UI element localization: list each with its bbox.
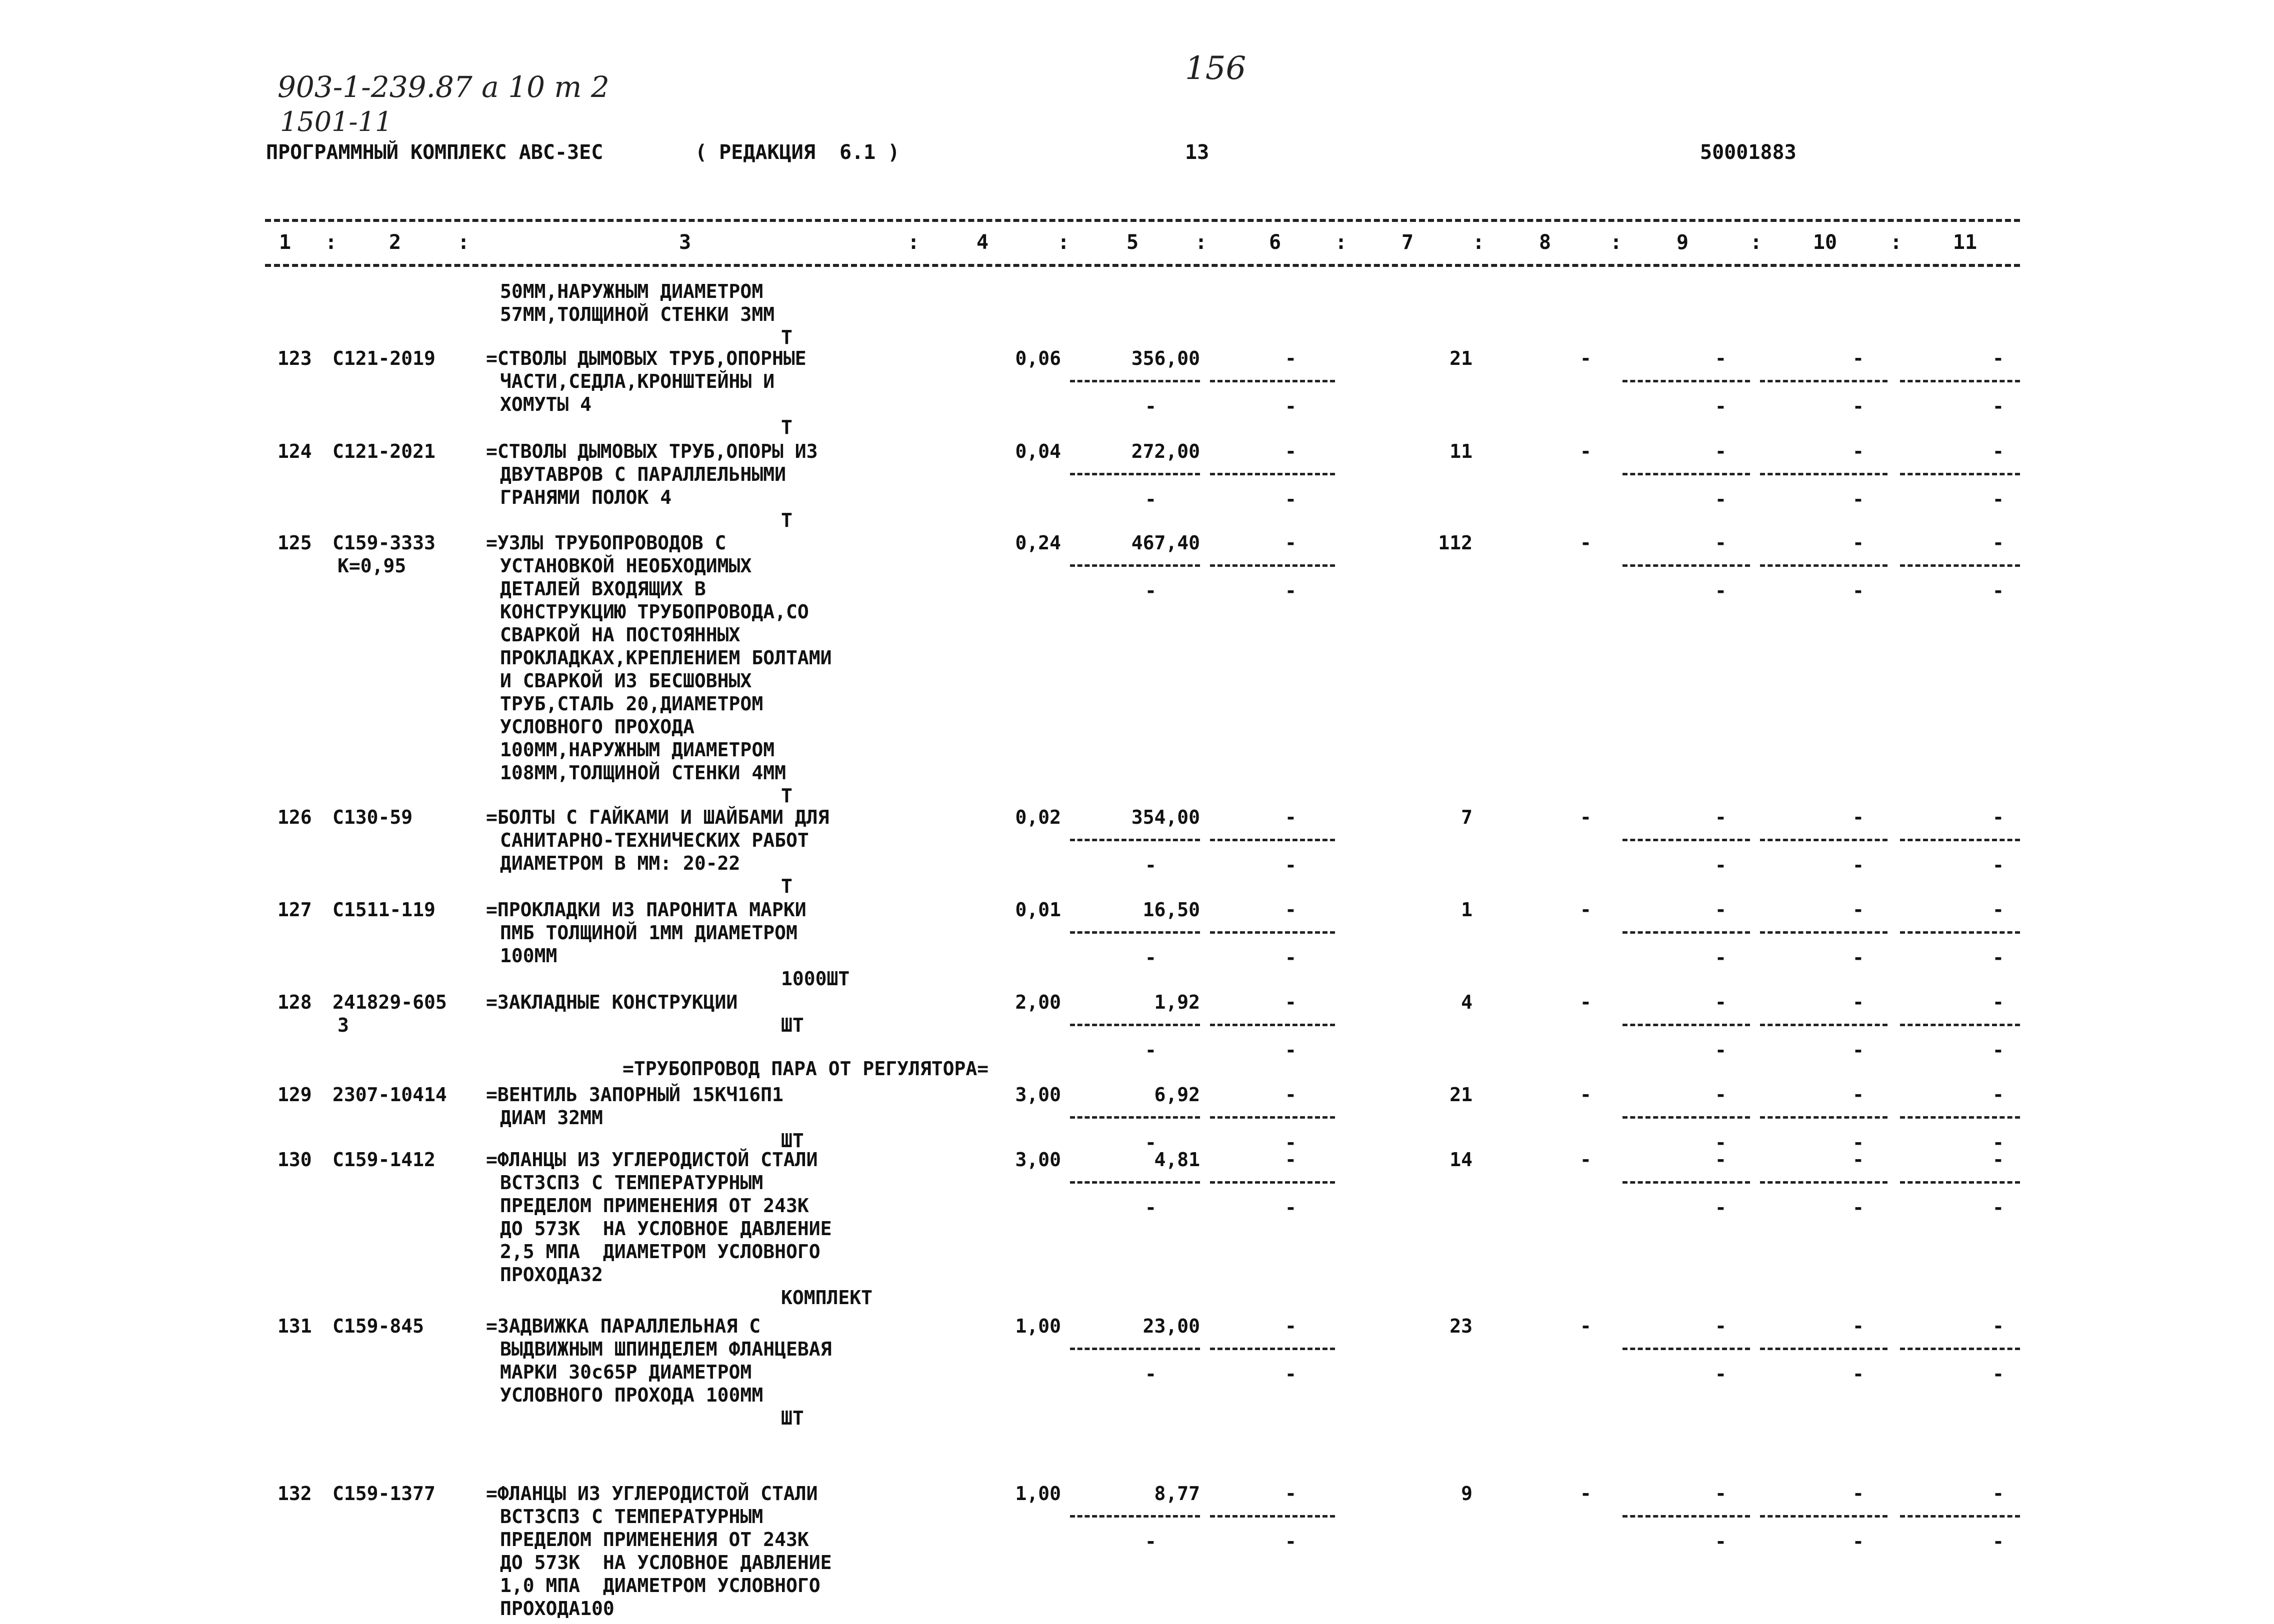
handwritten-sub-ref: 1501-11 <box>280 106 392 137</box>
row-description-line: =ЗАДВИЖКА ПАРАЛЛЕЛЬНАЯ С <box>486 1315 761 1337</box>
column-number-4: 4 <box>976 231 989 254</box>
row-number: 126 <box>278 806 312 828</box>
row-sub-dash: - <box>1992 1197 2004 1219</box>
row-unit-price: 272,00 <box>1131 440 1200 462</box>
row-description-line: =ПРОКЛАДКИ ИЗ ПАРОНИТА МАРКИ <box>486 899 806 921</box>
row-description-line: 2,5 МПА ДИАМЕТРОМ УСЛОВНОГО <box>500 1241 820 1263</box>
row-col6-dash: - <box>1285 991 1296 1013</box>
row-subtotal-line <box>1210 473 1335 475</box>
row-col7-value: 1 <box>1461 899 1472 921</box>
row-col11-dash: - <box>1992 806 2004 828</box>
row-col6-dash: - <box>1285 347 1296 369</box>
row-description-line: ДО 573К НА УСЛОВНОЕ ДАВЛЕНИЕ <box>500 1552 832 1574</box>
row-sub-dash: - <box>1715 1363 1726 1385</box>
row-unit: КОМПЛЕКТ <box>781 1287 873 1309</box>
row-sub-dash: - <box>1852 395 1864 417</box>
row-description-line: =ВЕНТИЛЬ ЗАПОРНЫЙ 15КЧ16П1 <box>486 1084 784 1106</box>
row-code: С121-2021 <box>332 440 436 462</box>
row-sub-dash: - <box>1285 488 1296 510</box>
row-quantity: 3,00 <box>1015 1084 1061 1106</box>
row-description-line: КОНСТРУКЦИЮ ТРУБОПРОВОДА,СО <box>500 601 809 623</box>
row-sub-dash: - <box>1285 580 1296 602</box>
row-code: С130-59 <box>332 806 413 828</box>
column-separator: : <box>908 231 920 254</box>
row-col10-dash: - <box>1852 1084 1864 1106</box>
row-sub-dash: - <box>1285 1132 1296 1154</box>
row-sub-dash: - <box>1992 947 2004 969</box>
row-subtotal-line <box>1070 1515 1200 1518</box>
row-subtotal-line <box>1900 1181 2020 1184</box>
row-number: 123 <box>278 347 312 369</box>
row-subtotal-line <box>1622 473 1750 475</box>
row-col8-dash: - <box>1580 1084 1592 1106</box>
row-description-line: ПРОХОДА100 <box>500 1598 614 1620</box>
row-sub-dash: - <box>1852 580 1864 602</box>
row-sub-dash: - <box>1852 1132 1864 1154</box>
header-rule-bottom <box>265 264 2020 267</box>
row-code: С159-845 <box>332 1315 424 1337</box>
row-col9-dash: - <box>1715 1315 1726 1337</box>
row-sub-dash: - <box>1715 854 1726 876</box>
row-unit-price: 467,40 <box>1131 532 1200 554</box>
row-number: 131 <box>278 1315 312 1337</box>
row-description-line: 100ММ,НАРУЖНЫМ ДИАМЕТРОМ <box>500 739 775 761</box>
column-separator: : <box>1610 231 1622 254</box>
column-separator: : <box>1058 231 1070 254</box>
row-subtotal-line <box>1760 473 1888 475</box>
row-subtotal-line <box>1210 1116 1335 1119</box>
row-description-line: =ЗАКЛАДНЫЕ КОНСТРУКЦИИ <box>486 991 738 1013</box>
row-description-line: =БОЛТЫ С ГАЙКАМИ И ШАЙБАМИ ДЛЯ <box>486 806 830 828</box>
row-subtotal-line <box>1070 1024 1200 1026</box>
row-col6-dash: - <box>1285 806 1296 828</box>
row-col11-dash: - <box>1992 1483 2004 1505</box>
row-subtotal-line <box>1900 1024 2020 1026</box>
row-sub-dash: - <box>1285 395 1296 417</box>
row-number: 132 <box>278 1483 312 1505</box>
row-subtotal-line <box>1900 1116 2020 1119</box>
row-sub-dash: - <box>1992 1531 2004 1553</box>
row-subtotal-line <box>1760 839 1888 841</box>
row-col11-dash: - <box>1992 532 2004 554</box>
row-col8-dash: - <box>1580 440 1592 462</box>
column-number-9: 9 <box>1676 231 1689 254</box>
row-description-line: ПРОХОДА32 <box>500 1264 603 1286</box>
row-subtotal-line <box>1070 931 1200 934</box>
row-col7-value: 7 <box>1461 806 1472 828</box>
row-number: 130 <box>278 1149 312 1171</box>
row-description-line: САНИТАРНО-ТЕХНИЧЕСКИХ РАБОТ <box>500 829 809 851</box>
row-subtotal-line <box>1622 564 1750 567</box>
row-col7-value: 11 <box>1450 440 1472 462</box>
row-subtotal-line <box>1622 380 1750 382</box>
row-subtotal-line <box>1900 839 2020 841</box>
row-description-line: ПРЕДЕЛОМ ПРИМЕНЕНИЯ ОТ 243К <box>500 1529 809 1551</box>
row-col10-dash: - <box>1852 347 1864 369</box>
row-col6-dash: - <box>1285 1315 1296 1337</box>
column-number-1: 1 <box>278 231 292 254</box>
row-subtotal-line <box>1210 839 1335 841</box>
row-quantity: 0,02 <box>1015 806 1061 828</box>
edition-label: ( РЕДАКЦИЯ 6.1 ) <box>695 141 900 164</box>
row-col9-dash: - <box>1715 1084 1726 1106</box>
row-subtotal-line <box>1070 564 1200 567</box>
row-sub-dash: - <box>1992 395 2004 417</box>
row-quantity: 0,01 <box>1015 899 1061 921</box>
row-col10-dash: - <box>1852 532 1864 554</box>
row-subtotal-line <box>1760 1515 1888 1518</box>
row-unit-price: 23,00 <box>1142 1315 1200 1337</box>
row-sub-dash: - <box>1852 1531 1864 1553</box>
row-sub-dash: - <box>1285 1039 1296 1061</box>
row-col8-dash: - <box>1580 991 1592 1013</box>
column-separator: : <box>1750 231 1762 254</box>
row-sub-dash: - <box>1992 580 2004 602</box>
row-col9-dash: - <box>1715 899 1726 921</box>
row-sub-dash: - <box>1145 1363 1156 1385</box>
row-col10-dash: - <box>1852 440 1864 462</box>
row-subtotal-line <box>1070 1348 1200 1350</box>
row-sub-dash: - <box>1145 488 1156 510</box>
row-sub-dash: - <box>1285 947 1296 969</box>
row-subtotal-line <box>1622 1515 1750 1518</box>
row-subtotal-line <box>1210 1181 1335 1184</box>
row-subtotal-line <box>1760 1181 1888 1184</box>
row-col11-dash: - <box>1992 1315 2004 1337</box>
row-quantity: 1,00 <box>1015 1315 1061 1337</box>
row-subtotal-line <box>1070 1116 1200 1119</box>
row-subtotal-line <box>1070 839 1200 841</box>
row-sub-dash: - <box>1852 1363 1864 1385</box>
row-description-line: 108ММ,ТОЛЩИНОЙ СТЕНКИ 4ММ <box>500 762 786 784</box>
row-col7-value: 112 <box>1438 532 1472 554</box>
row-subtotal-line <box>1900 473 2020 475</box>
row-description-line: =ФЛАНЦЫ ИЗ УГЛЕРОДИСТОЙ СТАЛИ <box>486 1483 818 1505</box>
row-description-line: =ФЛАНЦЫ ИЗ УГЛЕРОДИСТОЙ СТАЛИ <box>486 1149 818 1171</box>
row-description-line: ПРОКЛАДКАХ,КРЕПЛЕНИЕМ БОЛТАМИ <box>500 647 832 669</box>
row-code: С121-2019 <box>332 347 436 369</box>
column-number-7: 7 <box>1401 231 1414 254</box>
row-col8-dash: - <box>1580 1149 1592 1171</box>
row-sub-dash: - <box>1145 580 1156 602</box>
row-subtotal-line <box>1760 1348 1888 1350</box>
row-description-line: УСЛОВНОГО ПРОХОДА 100ММ <box>500 1384 764 1406</box>
sheet-number: 13 <box>1185 141 1210 164</box>
column-separator: : <box>1472 231 1485 254</box>
row-col9-dash: - <box>1715 991 1726 1013</box>
header-rule-top <box>265 219 2020 222</box>
row-col9-dash: - <box>1715 347 1726 369</box>
row-quantity: 0,04 <box>1015 440 1061 462</box>
row-quantity: 1,00 <box>1015 1483 1061 1505</box>
row-subtotal-line <box>1210 380 1335 382</box>
row-sub-dash: - <box>1715 488 1726 510</box>
row-unit-price: 8,77 <box>1154 1483 1200 1505</box>
row-col8-dash: - <box>1580 347 1592 369</box>
row-col10-dash: - <box>1852 806 1864 828</box>
row-sub-dash: - <box>1285 1363 1296 1385</box>
row-sub-dash: - <box>1992 1363 2004 1385</box>
row-sub-dash: - <box>1145 854 1156 876</box>
row-col9-dash: - <box>1715 532 1726 554</box>
row-sub-dash: - <box>1852 1039 1864 1061</box>
column-separator: : <box>1335 231 1348 254</box>
row-subtotal-line <box>1210 931 1335 934</box>
row-sub-dash: - <box>1145 1197 1156 1219</box>
row-col6-dash: - <box>1285 1084 1296 1106</box>
row-description-line: 100ММ <box>500 945 558 967</box>
row-subtotal-line <box>1210 1348 1335 1350</box>
row-col8-dash: - <box>1580 899 1592 921</box>
row-description-line: ДИАМ 32ММ <box>500 1107 603 1129</box>
row-description-line: 1,0 МПА ДИАМЕТРОМ УСЛОВНОГО <box>500 1575 820 1597</box>
row-unit-price: 354,00 <box>1131 806 1200 828</box>
row-col9-dash: - <box>1715 1149 1726 1171</box>
column-separator: : <box>1890 231 1902 254</box>
row-sub-dash: - <box>1285 1197 1296 1219</box>
row-description-line: =СТВОЛЫ ДЫМОВЫХ ТРУБ,ОПОРЫ ИЗ <box>486 440 818 462</box>
program-title: ПРОГРАММНЫЙ КОМПЛЕКС АВС-3ЕС <box>266 141 604 164</box>
row-subtotal-line <box>1760 380 1888 382</box>
row-subtotal-line <box>1900 380 2020 382</box>
row-col7-value: 14 <box>1450 1149 1472 1171</box>
row-subtotal-line <box>1622 1348 1750 1350</box>
row-number: 128 <box>278 991 312 1013</box>
row-description-line: УСТАНОВКОЙ НЕОБХОДИМЫХ <box>500 555 752 577</box>
column-number-11: 11 <box>1952 231 1978 254</box>
row-sub-dash: - <box>1145 1531 1156 1553</box>
row-subtotal-line <box>1622 839 1750 841</box>
row-subtotal-line <box>1210 564 1335 567</box>
row-sub-dash: - <box>1715 1132 1726 1154</box>
row-col8-dash: - <box>1580 806 1592 828</box>
row-col7-value: 21 <box>1450 347 1472 369</box>
row-col6-dash: - <box>1285 532 1296 554</box>
row-col10-dash: - <box>1852 1149 1864 1171</box>
row-col6-dash: - <box>1285 1483 1296 1505</box>
row-unit: Т <box>781 875 792 897</box>
row-subtotal-line <box>1760 564 1888 567</box>
column-separator: : <box>1195 231 1208 254</box>
row-code: С159-1377 <box>332 1483 436 1505</box>
row-col8-dash: - <box>1580 1315 1592 1337</box>
handwritten-page-number: 156 <box>1185 50 1246 87</box>
row-description-line: =УЗЛЫ ТРУБОПРОВОДОВ С <box>486 532 726 554</box>
row-subtotal-line <box>1900 931 2020 934</box>
row-description-line: ДИАМЕТРОМ В ММ: 20-22 <box>500 852 740 874</box>
row-sub-dash: - <box>1285 854 1296 876</box>
row-col9-dash: - <box>1715 806 1726 828</box>
row-number: 127 <box>278 899 312 921</box>
row-description-line: ТРУБ,СТАЛЬ 20,ДИАМЕТРОМ <box>500 693 764 715</box>
row-sub-dash: - <box>1992 854 2004 876</box>
row-unit: Т <box>781 785 792 807</box>
row-sub-dash: - <box>1285 1531 1296 1553</box>
column-number-8: 8 <box>1538 231 1552 254</box>
row-quantity: 0,24 <box>1015 532 1061 554</box>
row-subtotal-line <box>1760 1024 1888 1026</box>
row-quantity: 0,06 <box>1015 347 1061 369</box>
row-unit: Т <box>781 509 792 531</box>
row-col7-value: 21 <box>1450 1084 1472 1106</box>
row-sub-dash: - <box>1852 854 1864 876</box>
row-unit: ШТ <box>781 1130 804 1152</box>
row-sub-dash: - <box>1145 947 1156 969</box>
row-description-line: ДВУТАВРОВ С ПАРАЛЛЕЛЬНЫМИ <box>500 463 786 485</box>
row-unit-price: 4,81 <box>1154 1149 1200 1171</box>
row-description-line: ПМБ ТОЛЩИНОЙ 1ММ ДИАМЕТРОМ <box>500 922 798 944</box>
row-col6-dash: - <box>1285 1149 1296 1171</box>
row-code: С159-1412 <box>332 1149 436 1171</box>
row-subtotal-line <box>1622 1116 1750 1119</box>
row-description-line: ХОМУТЫ 4 <box>500 393 592 415</box>
row-col10-dash: - <box>1852 899 1864 921</box>
row-col10-dash: - <box>1852 991 1864 1013</box>
row-unit-price: 16,50 <box>1142 899 1200 921</box>
row-col11-dash: - <box>1992 991 2004 1013</box>
row-code: С1511-119 <box>332 899 436 921</box>
row-code: 2307-10414 <box>332 1084 447 1106</box>
row-sub-dash: - <box>1715 1039 1726 1061</box>
row-subtotal-line <box>1622 1181 1750 1184</box>
document-code: 50001883 <box>1700 141 1796 164</box>
column-separator: : <box>325 231 338 254</box>
row-description-line: СВАРКОЙ НА ПОСТОЯННЫХ <box>500 624 740 646</box>
handwritten-doc-ref: 903-1-239.87 а 10 т 2 <box>278 70 610 104</box>
row-sub-dash: - <box>1992 1132 2004 1154</box>
row-description-line: ВЫДВИЖНЫМ ШПИНДЕЛЕМ ФЛАНЦЕВАЯ <box>500 1338 832 1360</box>
row-subtotal-line <box>1900 1515 2020 1518</box>
row-subtotal-line <box>1070 473 1200 475</box>
row-description-line: ВСТ3СП3 С ТЕМПЕРАТУРНЫМ <box>500 1172 764 1194</box>
row-quantity: 3,00 <box>1015 1149 1061 1171</box>
row-sub-dash: - <box>1715 1197 1726 1219</box>
column-number-10: 10 <box>1812 231 1838 254</box>
column-number-2: 2 <box>388 231 402 254</box>
row-sub-dash: - <box>1852 1197 1864 1219</box>
row-col6-dash: - <box>1285 440 1296 462</box>
row-sub-dash: - <box>1145 1132 1156 1154</box>
row-unit-price: 6,92 <box>1154 1084 1200 1106</box>
row-sub-dash: - <box>1145 1039 1156 1061</box>
row-description-line: И СВАРКОЙ ИЗ БЕСШОВНЫХ <box>500 670 752 692</box>
row-sub-dash: - <box>1145 395 1156 417</box>
row-col11-dash: - <box>1992 1149 2004 1171</box>
row-subtotal-line <box>1760 1116 1888 1119</box>
row-col11-dash: - <box>1992 440 2004 462</box>
row-col7-value: 9 <box>1461 1483 1472 1505</box>
column-number-3: 3 <box>678 231 692 254</box>
row-sub-dash: - <box>1715 580 1726 602</box>
row-col11-dash: - <box>1992 899 2004 921</box>
carry-over-line: 57ММ,ТОЛЩИНОЙ СТЕНКИ 3ММ <box>500 303 775 325</box>
row-unit-price: 356,00 <box>1131 347 1200 369</box>
row-col7-value: 4 <box>1461 991 1472 1013</box>
group-heading: =ТРУБОПРОВОД ПАРА ОТ РЕГУЛЯТОРА= <box>622 1058 989 1080</box>
row-description-line: ДО 573К НА УСЛОВНОЕ ДАВЛЕНИЕ <box>500 1218 832 1240</box>
row-col9-dash: - <box>1715 440 1726 462</box>
row-code-note: К=0,95 <box>338 555 406 577</box>
row-subtotal-line <box>1070 380 1200 382</box>
row-subtotal-line <box>1210 1024 1335 1026</box>
row-col11-dash: - <box>1992 347 2004 369</box>
row-description-line: ЧАСТИ,СЕДЛА,КРОНШТЕЙНЫ И <box>500 370 775 392</box>
row-col11-dash: - <box>1992 1084 2004 1106</box>
row-quantity: 2,00 <box>1015 991 1061 1013</box>
row-description-line: МАРКИ 30с65Р ДИАМЕТРОМ <box>500 1361 752 1383</box>
row-subtotal-line <box>1210 1515 1335 1518</box>
row-col10-dash: - <box>1852 1315 1864 1337</box>
row-sub-dash: - <box>1715 1531 1726 1553</box>
carry-over-unit: Т <box>781 326 792 348</box>
row-description-line: =СТВОЛЫ ДЫМОВЫХ ТРУБ,ОПОРНЫЕ <box>486 347 806 369</box>
row-number: 125 <box>278 532 312 554</box>
row-code-note: 3 <box>338 1014 349 1036</box>
row-description-line: ПРЕДЕЛОМ ПРИМЕНЕНИЯ ОТ 243К <box>500 1195 809 1217</box>
row-subtotal-line <box>1900 1348 2020 1350</box>
row-number: 129 <box>278 1084 312 1106</box>
row-sub-dash: - <box>1852 947 1864 969</box>
row-col8-dash: - <box>1580 532 1592 554</box>
carry-over-line: 50ММ,НАРУЖНЫМ ДИАМЕТРОМ <box>500 280 764 302</box>
column-number-6: 6 <box>1268 231 1282 254</box>
row-sub-dash: - <box>1852 488 1864 510</box>
row-col8-dash: - <box>1580 1483 1592 1505</box>
row-sub-dash: - <box>1992 1039 2004 1061</box>
row-subtotal-line <box>1622 931 1750 934</box>
row-description-line: ДЕТАЛЕЙ ВХОДЯЩИХ В <box>500 578 706 600</box>
row-unit: ШТ <box>781 1014 804 1036</box>
row-number: 124 <box>278 440 312 462</box>
row-sub-dash: - <box>1992 488 2004 510</box>
row-unit: ШТ <box>781 1407 804 1429</box>
row-col6-dash: - <box>1285 899 1296 921</box>
row-subtotal-line <box>1622 1024 1750 1026</box>
row-col9-dash: - <box>1715 1483 1726 1505</box>
row-col10-dash: - <box>1852 1483 1864 1505</box>
row-unit-price: 1,92 <box>1154 991 1200 1013</box>
row-sub-dash: - <box>1715 395 1726 417</box>
row-subtotal-line <box>1070 1181 1200 1184</box>
row-description-line: УСЛОВНОГО ПРОХОДА <box>500 716 694 738</box>
row-col7-value: 23 <box>1450 1315 1472 1337</box>
row-description-line: ГРАНЯМИ ПОЛОК 4 <box>500 486 672 508</box>
row-subtotal-line <box>1900 564 2020 567</box>
row-code: С159-3333 <box>332 532 436 554</box>
row-unit: 1000ШТ <box>781 968 850 990</box>
row-sub-dash: - <box>1715 947 1726 969</box>
row-subtotal-line <box>1760 931 1888 934</box>
row-code: 241829-605 <box>332 991 447 1013</box>
row-unit: Т <box>781 416 792 438</box>
row-description-line: ВСТ3СП3 С ТЕМПЕРАТУРНЫМ <box>500 1506 764 1528</box>
column-number-5: 5 <box>1126 231 1139 254</box>
column-separator: : <box>458 231 470 254</box>
